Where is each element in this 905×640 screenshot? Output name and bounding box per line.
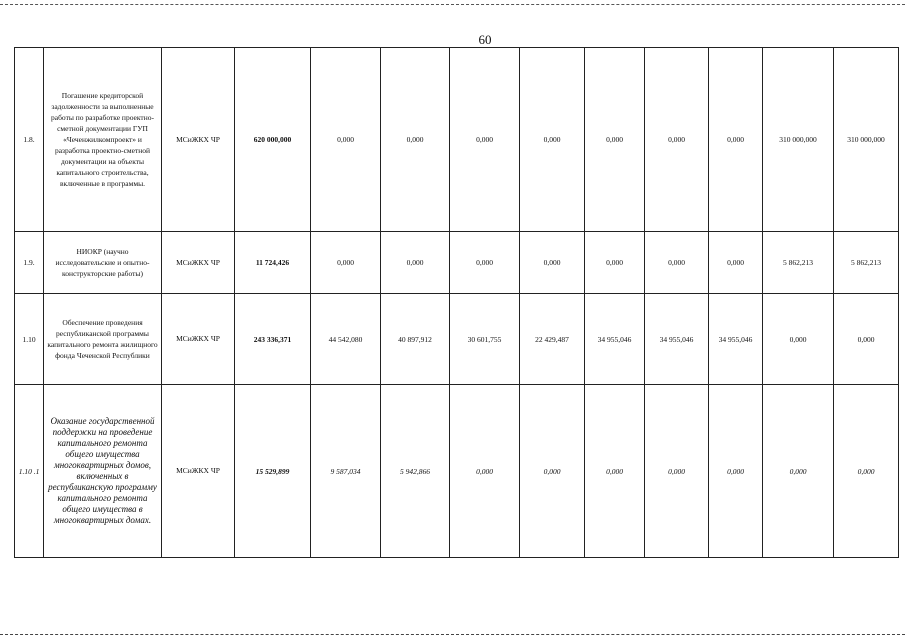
year-value: 0,000 [645,232,709,294]
year-value: 0,000 [520,48,585,232]
budget-table [14,47,899,558]
activity-name: Погашение кредиторской задолженности за выполненные работы по разработке проектно- сметной документации ГУП «Чеченжилкомпроект» и разработка проектно-сметной документации на объекты капитального строительства, включенные в программы. [44,48,162,232]
total-value: 11 724,426 [235,232,311,294]
year-value: 0,000 [585,232,645,294]
page-bottom-edge [0,634,905,635]
total-value: 620 000,000 [235,48,311,232]
year-value: 0,000 [763,294,834,385]
page-top-edge [0,4,905,5]
activity-name: Оказание государственной поддержки на проведение капитального ремонта общего имущества многоквартирных домов, включенных в республиканскую программу капитального ремонта общего имущества в многоквартирных домах. [44,385,162,558]
table-row [15,232,899,294]
activity-name: Обеспечение проведения республиканской программы капитального ремонта жилищного фонда Чеченской Республики [44,294,162,385]
page-number: 60 [478,32,492,47]
table-row [15,294,899,385]
year-value: 0,000 [763,385,834,558]
year-value: 5 862,213 [763,232,834,294]
row-number: 1.10 [15,294,44,385]
year-value: 0,000 [381,232,450,294]
year-value: 0,000 [709,232,763,294]
activity-name: НИОКР (научно исследовательские и опытно-конструкторские работы) [44,232,162,294]
year-value: 0,000 [311,232,381,294]
year-value: 0,000 [585,48,645,232]
year-value: 0,000 [450,48,520,232]
year-value: 0,000 [709,385,763,558]
year-value: 44 542,080 [311,294,381,385]
year-value: 0,000 [450,232,520,294]
year-value: 22 429,487 [520,294,585,385]
year-value: 34 955,046 [585,294,645,385]
total-value: 243 336,371 [235,294,311,385]
year-value: 0,000 [834,385,899,558]
table-row [15,385,899,558]
year-value: 0,000 [645,385,709,558]
year-value: 0,000 [585,385,645,558]
table-row [15,48,899,232]
year-value: 40 897,912 [381,294,450,385]
year-value: 9 587,034 [311,385,381,558]
year-value: 0,000 [450,385,520,558]
year-value: 34 955,046 [645,294,709,385]
year-value: 0,000 [834,294,899,385]
year-value: 30 601,755 [450,294,520,385]
year-value: 0,000 [381,48,450,232]
year-value: 0,000 [709,48,763,232]
row-number: 1.10 .1 [15,385,44,558]
executor-cell: МСиЖКХ ЧР [162,385,235,558]
year-value: 310 000,000 [834,48,899,232]
year-value: 5 862,213 [834,232,899,294]
executor-cell: МСиЖКХ ЧР [162,48,235,232]
total-value: 15 529,899 [235,385,311,558]
executor-cell: МСиЖКХ ЧР [162,294,235,385]
year-value: 34 955,046 [709,294,763,385]
row-number: 1.8. [15,48,44,232]
executor-cell: МСиЖКХ ЧР [162,232,235,294]
year-value: 0,000 [520,232,585,294]
year-value: 5 942,866 [381,385,450,558]
year-value: 310 000,000 [763,48,834,232]
year-value: 0,000 [645,48,709,232]
year-value: 0,000 [520,385,585,558]
year-value: 0,000 [311,48,381,232]
row-number: 1.9. [15,232,44,294]
